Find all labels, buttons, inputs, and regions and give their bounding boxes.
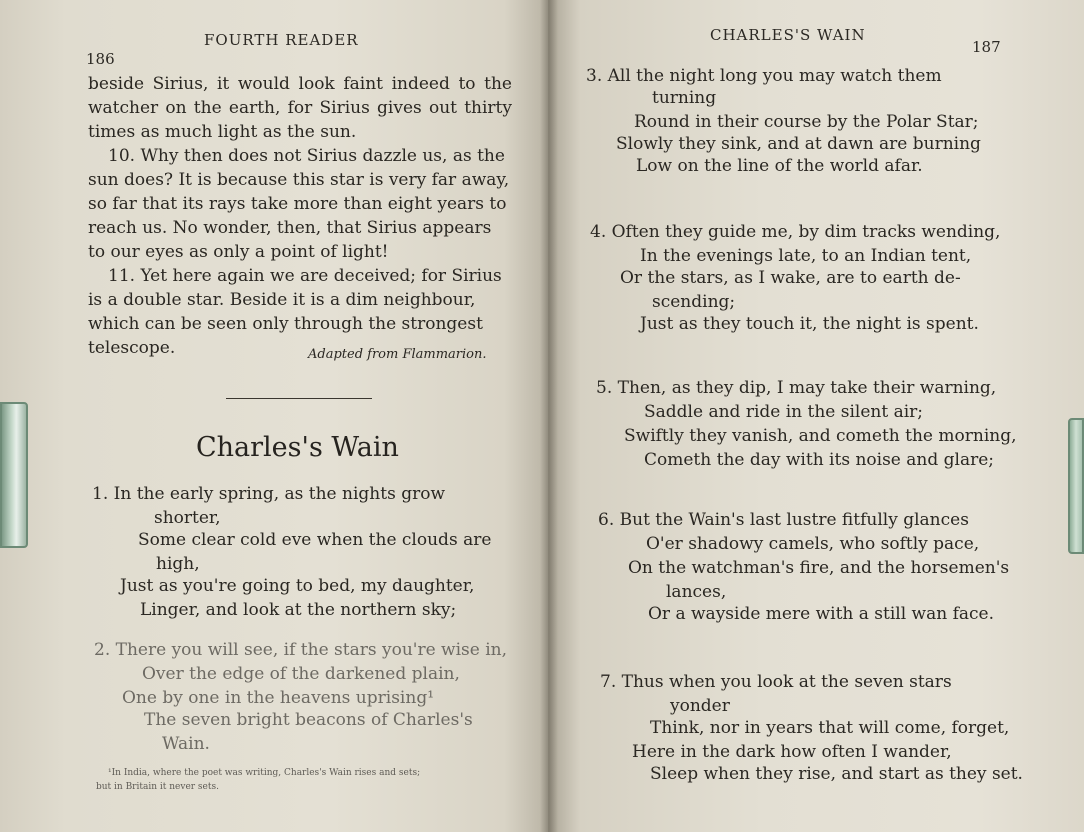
prose-line: sun does? It is because this star is very far away, xyxy=(88,170,510,190)
verse-line: Round in their course by the Polar Star; xyxy=(634,112,979,132)
attribution: Adapted from Flammarion. xyxy=(308,347,487,362)
verse-line: Just as you're going to bed, my daughter, xyxy=(120,576,475,596)
verse-line: high, xyxy=(156,554,200,574)
poem-title: Charles's Wain xyxy=(196,432,399,463)
verse-line: Wain. xyxy=(162,734,210,754)
prose-line: to our eyes as only a point of light! xyxy=(88,242,389,262)
prose-line: beside Sirius, it would look faint indeed to the xyxy=(88,74,512,94)
right-page-number: 187 xyxy=(972,38,1001,56)
verse-line: 1. In the early spring, as the nights grow xyxy=(92,484,445,504)
verse-line: Low on the line of the world afar. xyxy=(636,156,923,176)
section-divider xyxy=(226,398,372,399)
verse-line: Or the stars, as I wake, are to earth de- xyxy=(620,268,961,288)
verse-line: shorter, xyxy=(154,508,221,528)
verse-line: 2. There you will see, if the stars you're wise in, xyxy=(94,640,508,660)
prose-line: telescope. xyxy=(88,338,176,358)
left-page-number: 186 xyxy=(86,50,115,68)
verse-line: Slowly they sink, and at dawn are burning xyxy=(616,134,981,154)
verse-line: O'er shadowy camels, who softly pace, xyxy=(646,534,980,554)
verse-line: Some clear cold eve when the clouds are xyxy=(138,530,492,550)
verse-line: 4. Often they guide me, by dim tracks wending, xyxy=(590,222,1001,242)
verse-line: Or a wayside mere with a still wan face. xyxy=(648,604,995,624)
page-clip-left xyxy=(0,402,28,548)
verse-line: Here in the dark how often I wander, xyxy=(632,742,952,762)
footnote-line: but in Britain it never sets. xyxy=(96,782,219,792)
verse-line: Just as they touch it, the night is spent. xyxy=(640,314,979,334)
verse-line: scending; xyxy=(652,292,736,312)
right-running-head: CHARLES'S WAIN xyxy=(710,26,866,44)
verse-line: Over the edge of the darkened plain, xyxy=(142,664,460,684)
verse-line: turning xyxy=(652,88,717,108)
left-running-head: FOURTH READER xyxy=(204,31,359,49)
verse-line: Linger, and look at the northern sky; xyxy=(140,600,457,620)
verse-line: Think, nor in years that will come, forget, xyxy=(650,718,1010,738)
verse-line: Cometh the day with its noise and glare; xyxy=(644,450,994,470)
book-gutter xyxy=(540,0,558,832)
verse-line: 7. Thus when you look at the seven stars xyxy=(600,672,952,692)
prose-line: 11. Yet here again we are deceived; for Sirius xyxy=(108,266,502,286)
verse-line: Sleep when they rise, and start as they set. xyxy=(650,764,1023,784)
verse-line: On the watchman's fire, and the horsemen's xyxy=(628,558,1010,578)
verse-line: 3. All the night long you may watch them xyxy=(586,66,942,86)
prose-line: so far that its rays take more than eight years to xyxy=(88,194,507,214)
prose-line: is a double star. Beside it is a dim neighbour, xyxy=(88,290,476,310)
prose-line: reach us. No wonder, then, that Sirius appears xyxy=(88,218,492,238)
prose-line: 10. Why then does not Sirius dazzle us, as the xyxy=(108,146,505,166)
verse-line: lances, xyxy=(666,582,727,602)
verse-line: yonder xyxy=(670,696,730,716)
right-page xyxy=(548,0,1084,832)
footnote-line: ¹In India, where the poet was writing, Charles's Wain rises and sets; xyxy=(108,768,421,778)
prose-line: watcher on the earth, for Sirius gives out thirty xyxy=(88,98,512,118)
verse-line: One by one in the heavens uprising¹ xyxy=(122,688,435,708)
verse-line: Swiftly they vanish, and cometh the morning, xyxy=(624,426,1017,446)
verse-line: 5. Then, as they dip, I may take their warning, xyxy=(596,378,997,398)
page-clip-right xyxy=(1068,418,1084,554)
prose-line: times as much light as the sun. xyxy=(88,122,357,142)
verse-line: In the evenings late, to an Indian tent, xyxy=(640,246,972,266)
verse-line: The seven bright beacons of Charles's xyxy=(144,710,473,730)
prose-line: which can be seen only through the strongest xyxy=(88,314,483,334)
verse-line: 6. But the Wain's last lustre fitfully glances xyxy=(598,510,969,530)
verse-line: Saddle and ride in the silent air; xyxy=(644,402,924,422)
